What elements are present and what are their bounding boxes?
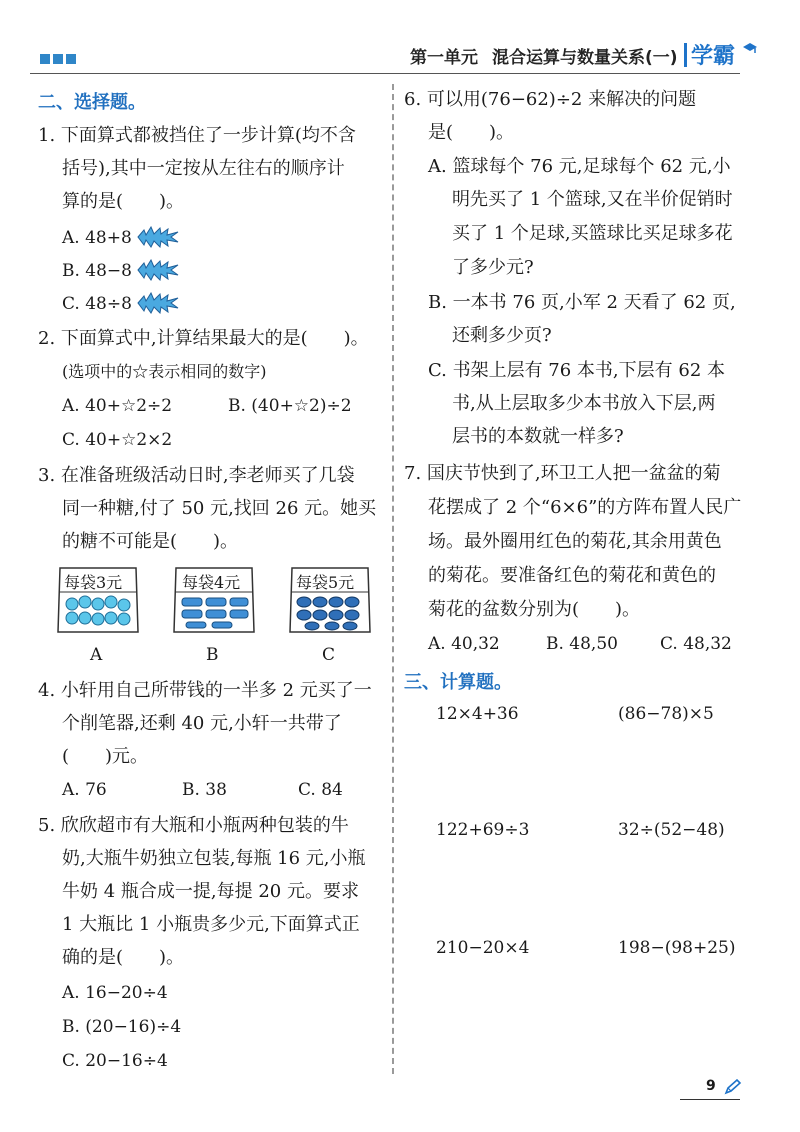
bag-a-letter: A — [90, 645, 103, 665]
calc-expression: 32÷(52−48) — [618, 820, 725, 840]
q2-option-a: A. 40+☆2÷2 — [62, 396, 173, 416]
q5-option-b: B. (20−16)÷4 — [62, 1017, 182, 1037]
brand-logo — [684, 39, 757, 70]
logo-text: 学霸 — [691, 44, 736, 69]
burst-cover-icon — [136, 259, 180, 281]
q6-line-2: 是( )。 — [428, 122, 515, 143]
page-number: 9 — [706, 1078, 716, 1094]
calc-expression: (86−78)×5 — [618, 704, 714, 724]
q2-line-1: 2. 下面算式中,计算结果最大的是( )。 — [38, 328, 369, 349]
calc-expression: 12×4+36 — [436, 704, 519, 724]
q1-line-2: 括号),其中一定按从左往右的顺序计 — [62, 158, 345, 179]
q1-option-a: A. 48+8 — [62, 226, 180, 248]
q5-option-c: C. 20−16÷4 — [62, 1051, 168, 1071]
bag-b-price: 每袋4元 — [182, 573, 241, 592]
q7-line-1: 7. 国庆节快到了,环卫工人把一盆盆的菊 — [404, 463, 721, 484]
q1-line-1: 1. 下面算式都被挡住了一步计算(均不含 — [38, 125, 356, 146]
q3-line-2: 同一种糖,付了 50 元,找回 26 元。她买 — [62, 498, 377, 519]
q4-option-a: A. 76 — [62, 780, 107, 800]
footer-rule — [680, 1099, 740, 1100]
q5-line-4: 1 大瓶比 1 小瓶贵多少元,下面算式正 — [62, 914, 360, 935]
q1-option-c: C. 48÷8 — [62, 292, 180, 314]
header-rule — [30, 73, 740, 74]
q7-option-b: B. 48,50 — [546, 634, 618, 654]
calc-expression: 198−(98+25) — [618, 938, 736, 958]
section-title-choice: 二、选择题。 — [38, 92, 146, 113]
bag-a-price: 每袋3元 — [64, 573, 123, 592]
q6-option-c-line-1: C. 书架上层有 76 本书,下层有 62 本 — [428, 360, 725, 381]
q7-line-5: 菊花的盆数分别为( )。 — [428, 599, 641, 620]
q4-option-c: C. 84 — [298, 780, 343, 800]
q2-option-b: B. (40+☆2)÷2 — [228, 396, 352, 416]
bag-b-letter: B — [206, 645, 219, 665]
q7-line-2: 花摆成了 2 个“6×6”的方阵布置人民广 — [428, 497, 742, 518]
bag-c-letter: C — [322, 645, 336, 665]
q4-line-2: 个削笔器,还剩 40 元,小轩一共带了 — [62, 713, 342, 734]
q2-note: (选项中的☆表示相同的数字) — [62, 362, 267, 381]
q6-option-c-line-3: 层书的本数就一样多? — [452, 426, 624, 447]
q3-line-1: 3. 在准备班级活动日时,李老师买了几袋 — [38, 465, 355, 486]
burst-cover-icon — [136, 292, 180, 314]
column-divider — [392, 84, 394, 1074]
q4-option-b: B. 38 — [182, 780, 227, 800]
q6-option-a-line-4: 了多少元? — [452, 257, 534, 278]
header-squares — [40, 49, 79, 68]
q7-line-4: 的菊花。要准备红色的菊花和黄色的 — [428, 565, 716, 586]
q5-option-a: A. 16−20÷4 — [62, 983, 168, 1003]
header-title — [410, 43, 678, 68]
q6-option-a-line-1: A. 篮球每个 76 元,足球每个 62 元,小 — [428, 156, 731, 177]
q6-option-a-line-3: 买了 1 个足球,买篮球比买足球多花 — [452, 223, 733, 244]
calc-expression: 210−20×4 — [436, 938, 530, 958]
q6-option-c-line-2: 书,从上层取多少本书放入下层,两 — [452, 393, 716, 414]
q3-line-3: 的糖不可能是( )。 — [62, 531, 239, 552]
q5-line-1: 5. 欣欣超市有大瓶和小瓶两种包装的牛 — [38, 815, 349, 836]
unit-subtitle: 混合运算与数量关系(一) — [492, 48, 678, 68]
burst-cover-icon — [136, 226, 180, 248]
q1-option-b: B. 48−8 — [62, 259, 180, 281]
q5-line-5: 确的是( )。 — [62, 947, 185, 968]
q7-option-c: C. 48,32 — [660, 634, 732, 654]
pencil-icon — [724, 1079, 742, 1099]
q6-line-1: 6. 可以用(76−62)÷2 来解决的问题 — [404, 89, 697, 110]
q4-line-3: ( )元。 — [62, 746, 149, 767]
q7-option-a: A. 40,32 — [428, 634, 500, 654]
q6-option-b-line-2: 还剩多少页? — [452, 325, 552, 346]
q5-line-2: 奶,大瓶牛奶独立包装,每瓶 16 元,小瓶 — [62, 848, 366, 869]
unit-label: 第一单元 — [410, 48, 478, 68]
q4-line-1: 4. 小轩用自己所带钱的一半多 2 元买了一 — [38, 680, 372, 701]
section-title-calc: 三、计算题。 — [404, 672, 512, 693]
calc-expression: 122+69÷3 — [436, 820, 530, 840]
q2-option-c: C. 40+☆2×2 — [62, 430, 173, 450]
bag-c-price: 每袋5元 — [296, 573, 355, 592]
q6-option-a-line-2: 明先买了 1 个篮球,又在半价促销时 — [452, 189, 733, 210]
cap-icon — [743, 43, 757, 55]
q7-line-3: 场。最外圈用红色的菊花,其余用黄色 — [428, 531, 722, 552]
q1-line-3: 算的是( )。 — [62, 191, 185, 212]
q5-line-3: 牛奶 4 瓶合成一提,每提 20 元。要求 — [62, 881, 359, 902]
q6-option-b-line-1: B. 一本书 76 页,小军 2 天看了 62 页, — [428, 292, 736, 313]
